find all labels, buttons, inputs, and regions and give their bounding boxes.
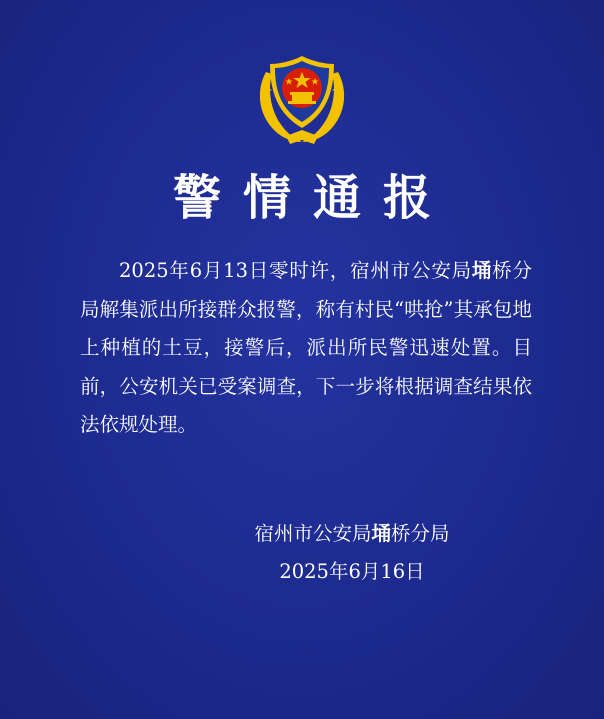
signature-org-part1: 宿州市公安局	[254, 522, 372, 545]
signature-org	[200, 520, 504, 548]
signature-date: 2025年6月16日	[279, 560, 425, 583]
page-title: 警情通报	[172, 170, 453, 226]
notice-body	[80, 252, 532, 445]
signature-org-bold-char: 埇	[371, 522, 391, 545]
signature-org-part2: 桥分局	[391, 522, 450, 545]
body-text-part2: 桥分局解集派出所接群众报警，称有村民“哄抢”其承包地上种植的土豆，接警后，派出所民警迅速处置。目前，公安机关已受案调查，下一步将根据调查结果依法依规处理。	[80, 259, 532, 436]
body-text-bold-char: 埇	[471, 259, 493, 282]
police-emblem-icon	[252, 52, 352, 148]
body-text-part1: 2025年6月13日零时许，宿州市公安局	[119, 259, 472, 282]
